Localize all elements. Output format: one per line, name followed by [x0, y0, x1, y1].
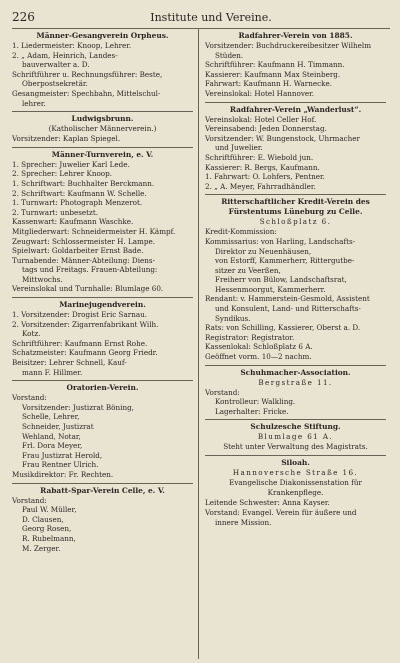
page-title: Institute und Vereine. — [150, 11, 272, 24]
entry-line: Stüden. — [215, 50, 244, 60]
entry-line: Hessenmoorgut, Kammerherr. — [215, 284, 326, 294]
association-subtitle: Schloßplatz 6. — [259, 217, 332, 227]
association-name: Schulzesche Stiftung. — [250, 422, 341, 432]
entry-line: 2. „ Adam, Heinrich, Landes- — [12, 50, 118, 60]
entry-line: sitzer zu Veerßen, — [215, 265, 281, 275]
entry-line: innere Mission. — [215, 517, 272, 527]
entry-line: Frau Rentner Ulrich. — [22, 460, 99, 470]
association-entry — [12, 298, 193, 381]
entry-line: Rats: von Schilling, Kassierer, Oberst a. D. — [205, 323, 361, 333]
association-name: Rabatt-Spar-Verein Celle, e. V. — [40, 485, 165, 495]
association-entry — [205, 456, 386, 530]
entry-line: 1. Turnwart: Photograph Menzerot. — [12, 198, 143, 208]
entry-line: Vorstand: — [12, 495, 47, 505]
entry-line: Vorstand: — [205, 387, 240, 397]
entry-line: Schelle, Lehrer, — [22, 412, 80, 422]
entry-line: Zeugwart: Schlossermeister H. Lampe. — [12, 236, 155, 246]
association-subtitle: Krankenpflege. — [267, 488, 324, 498]
entry-line: tags und Freitags. Frauen-Abteilung: — [22, 265, 158, 275]
association-entry — [12, 148, 193, 298]
association-entry — [205, 420, 386, 456]
entry-line: 1. Schriftwart: Buchhalter Berckmann. — [12, 178, 155, 188]
entry-line: Schriftführer: Kaufmann H. Timmann. — [205, 60, 345, 70]
association-entry — [12, 381, 193, 483]
association-name: Männer-Gesangverein Orpheus. — [36, 31, 169, 40]
entry-line: 2. Vorsitzender: Zigarrenfabrikant Wilh. — [12, 319, 159, 329]
association-subtitle: Evangelische Diakonissenstation für — [229, 478, 362, 488]
left-column — [12, 29, 199, 659]
association-entry — [12, 484, 193, 557]
entry-line: Syndikus. — [215, 313, 251, 323]
page-number: 226 — [12, 10, 35, 24]
association-entry — [12, 112, 193, 148]
entry-line: Frau Justizrat Herold, — [22, 450, 103, 460]
entry-line: R. Rubelmann, — [22, 533, 76, 543]
entry-line: bauverwalter a. D. — [22, 60, 90, 70]
entry-line: Kassierer: Kaufmann Max Steinberg. — [205, 69, 341, 79]
entry-line: Kontrolleur: Walkling. — [215, 397, 296, 407]
entry-line: Schriftführer u. Rechnungsführer: Beste, — [12, 69, 163, 79]
entry-line: Spielwart: Goldarbeiter Ernst Bade. — [12, 246, 144, 256]
entry-line: und Konsulent, Land- und Ritterschafts- — [215, 304, 361, 314]
entry-line: Lagerhalter: Fricke. — [215, 406, 289, 416]
entry-line: von Estorff, Kammerherr, Rittergutbe- — [215, 256, 355, 266]
right-column — [199, 29, 386, 659]
entry-line: 2. Sprecher: Lehrer Knoop. — [12, 169, 113, 179]
entry-line: Direktor zu Neuenhäusen, — [215, 246, 312, 256]
association-subtitle: Steht unter Verwaltung des Magistrats. — [223, 442, 368, 452]
entry-line: Beisitzer: Lehrer Schnell, Kauf- — [12, 358, 127, 368]
entry-line: M. Zerger. — [22, 543, 61, 553]
entry-line: Musikdirektor: Fr. Rechten. — [12, 469, 114, 479]
entry-line: Vorsitzender: Kaplan Spiegel. — [12, 134, 121, 144]
entry-line: Georg Rosen, — [22, 524, 72, 534]
entry-line: Vorsitzender: Buchdruckereibesitzer Wilhelm — [205, 41, 372, 50]
entry-line: Mittwochs. — [22, 274, 63, 284]
association-subtitle: Blumlage 61 A. — [257, 432, 334, 442]
entry-line: Vereinslokal und Turnhalle: Blumlage 60. — [12, 284, 164, 294]
association-entry — [205, 29, 386, 103]
association-name: Oratorien-Verein. — [66, 383, 139, 393]
entry-line: 1. Liedermeister: Knoop, Lehrer. — [12, 41, 132, 50]
entry-line: Registrator: Registrator. — [205, 332, 295, 342]
entry-line: und Juwelier. — [215, 143, 263, 153]
entry-line: Freiherr von Bülow, Landschaftsrat, — [215, 275, 347, 285]
association-subtitle: Hannoversche Straße 16. — [232, 468, 359, 478]
association-entry — [205, 103, 386, 196]
entry-line: 1. Vorsitzender: Drogist Eric Sarnau. — [12, 310, 148, 320]
entry-line: Schatzmeister: Kaufmann Georg Friedr. — [12, 348, 158, 358]
entry-line: Gesangmeister: Spechbahn, Mittelschul- — [12, 88, 161, 98]
entry-line: Frl. Dora Meyer, — [22, 441, 83, 451]
entry-line: Kredit-Kommission: — [205, 227, 277, 237]
entry-line: 2. Turnwart: unbesetzt. — [12, 207, 99, 217]
columns — [12, 28, 390, 659]
entry-line: Vorsitzender: Justizrat Böning, — [22, 402, 134, 412]
entry-line: Paul W. Müller, — [22, 505, 77, 515]
association-subtitle: (Katholischer Männerverein.) — [48, 124, 157, 134]
association-entry — [12, 29, 193, 112]
association-name: Radfahrer-Verein „Wanderlust“. — [229, 104, 362, 114]
entry-line: Vereinslokal: Hotel Hannover. — [205, 88, 315, 98]
entry-line: Turnabende: Männer-Abteilung: Diens- — [12, 255, 155, 265]
entry-line: 1. Sprecher: Juwelier Karl Lede. — [12, 159, 130, 169]
association-name: Schuhmacher-Association. — [240, 367, 351, 377]
entry-line: mann F. Hillmer. — [22, 367, 83, 377]
association-name: Ludwigsbrunn. — [71, 114, 134, 124]
entry-line: Kassierer: R. Bergs, Kaufmann. — [205, 162, 320, 172]
entry-line: Schriftführer: Kaufmann Ernst Rohe. — [12, 338, 148, 348]
association-entry — [205, 195, 386, 365]
page-header — [12, 10, 390, 26]
association-name: Ritterschaftlicher Kredit-Verein des Fürstentums Lüneburg zu Celle. — [221, 197, 370, 217]
entry-line: Kassenlokal: Schloßplatz 6 A. — [205, 342, 313, 352]
association-name: Marinejugendverein. — [59, 300, 146, 310]
entry-line: 1. Fahrwart: O. Lohfers, Pentner. — [205, 172, 325, 182]
entry-line: Vorstand: — [12, 393, 47, 403]
entry-line: Vorsitzender: W. Bungenstock, Uhrmacher — [205, 133, 360, 143]
entry-line: Schneider, Justizrat — [22, 422, 94, 431]
entry-line: Vorstand: Evangel. Verein für äußere und — [205, 508, 357, 517]
entry-line: Schriftführer: E. Wiebold jun. — [205, 152, 314, 162]
entry-line: Kommissarius: von Harling, Landschafts- — [205, 236, 356, 246]
association-name: Radfahrer-Verein von 1885. — [238, 31, 353, 40]
entry-line: Geöffnet vorm. 10—2 nachm. — [205, 352, 312, 362]
entry-line: Oberpostsekretär. — [22, 79, 88, 89]
entry-line: Vereinslokal: Hotel Celler Hof. — [205, 114, 317, 124]
entry-line: Mitgliederwart: Schneidermeister H. Kämpf. — [12, 226, 176, 236]
association-name: Siloah. — [281, 458, 310, 468]
entry-line: Fahrwart: Kaufmann H. Warnecke. — [205, 79, 333, 89]
entry-line: Vereinsabend: Jeden Donnerstag. — [205, 124, 327, 134]
entry-line: Kassenwart: Kaufmann Waschke. — [12, 217, 134, 227]
association-subtitle: Bergstraße 11. — [258, 377, 333, 387]
entry-line: Leitende Schwester: Anna Kayser. — [205, 498, 330, 508]
association-entry — [205, 366, 386, 421]
entry-line: Kotz. — [22, 329, 41, 339]
entry-line: lehrer. — [22, 98, 46, 108]
association-name: Männer-Turnverein, e. V. — [51, 149, 154, 159]
entry-line: Wehland, Notar, — [22, 431, 81, 441]
entry-line: 2. Schriftwart: Kaufmann W. Schelle. — [12, 188, 147, 198]
entry-line: Rendant: v. Hammerstein-Gesmold, Assistent — [205, 294, 370, 304]
entry-line: D. Clausen, — [22, 514, 64, 524]
entry-line: 2. „ A. Meyer, Fahrradhändler. — [205, 181, 316, 191]
